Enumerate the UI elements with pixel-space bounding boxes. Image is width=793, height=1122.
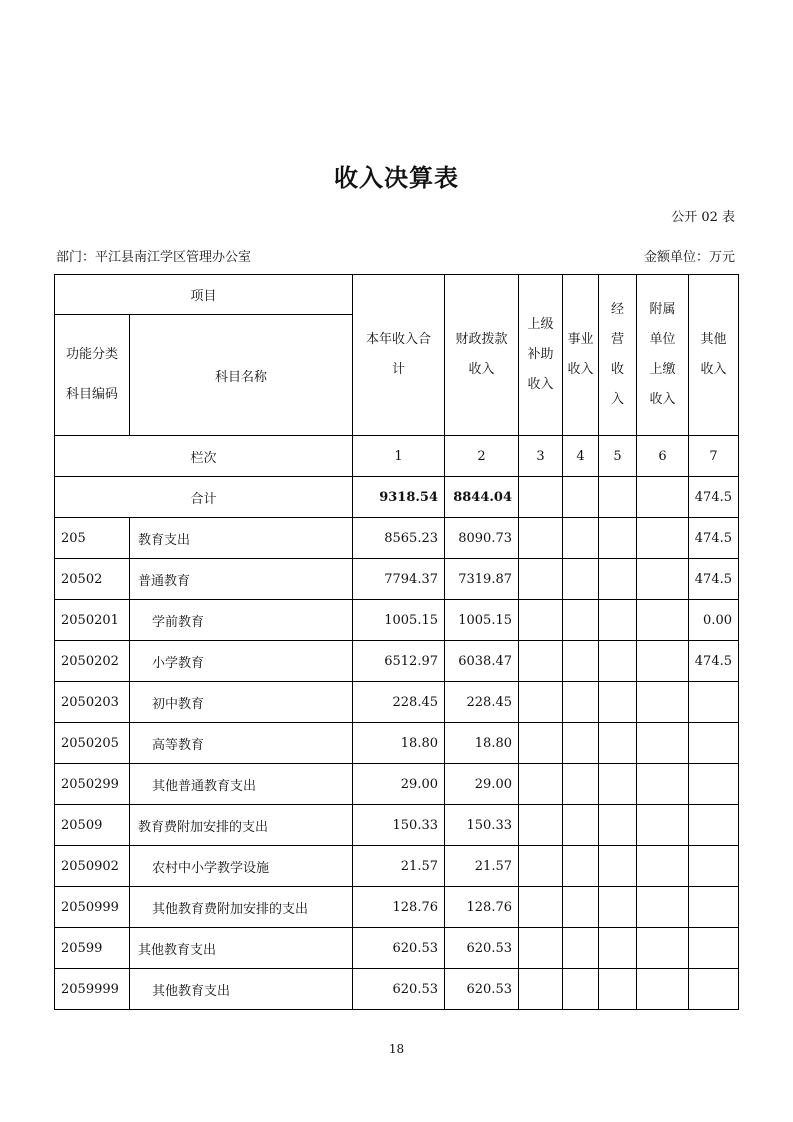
header-superior-line1: 上级 (527, 317, 554, 332)
row-value-c1: 150.33 (353, 805, 445, 846)
header-function-code-line2: 科目编码 (65, 387, 118, 402)
header-operating-line2: 营 (610, 332, 624, 347)
row-value-c4 (563, 846, 599, 887)
row-value-c3 (519, 887, 563, 928)
row-subject-name: 普通教育 (130, 559, 353, 600)
header-affiliated-line3: 上缴 (649, 362, 676, 377)
row-code: 2050902 (55, 846, 130, 887)
row-code: 2050999 (55, 887, 130, 928)
row-value-c3 (519, 764, 563, 805)
row-value-c7: 474.5 (689, 641, 739, 682)
row-value-c2: 228.45 (445, 682, 519, 723)
row-value-c3 (519, 723, 563, 764)
row-value-c4 (563, 518, 599, 559)
total-label: 合计 (55, 477, 353, 518)
row-value-c5 (599, 846, 637, 887)
row-value-c7 (689, 887, 739, 928)
row-value-c6 (637, 928, 689, 969)
header-fiscal-line1: 财政拨款 (455, 332, 508, 347)
row-code: 20599 (55, 928, 130, 969)
row-value-c5 (599, 887, 637, 928)
table-row (55, 682, 739, 723)
row-value-c2: 128.76 (445, 887, 519, 928)
row-value-c7 (689, 764, 739, 805)
row-subject-name: 初中教育 (130, 682, 353, 723)
amount-unit-label: 金额单位：万元 (643, 250, 735, 265)
header-row-1 (55, 275, 739, 315)
header-total-line2: 计 (391, 362, 405, 377)
row-value-c6 (637, 600, 689, 641)
total-c3 (519, 477, 563, 518)
row-value-c4 (563, 600, 599, 641)
data-rows (55, 518, 739, 1010)
header-business-income (563, 275, 599, 436)
row-value-c7 (689, 928, 739, 969)
row-value-c4 (563, 764, 599, 805)
table-row (55, 846, 739, 887)
header-superior-subsidy (519, 275, 563, 436)
row-value-c5 (599, 764, 637, 805)
row-value-c6 (637, 846, 689, 887)
header-other-income (689, 275, 739, 436)
total-c2: 8844.04 (445, 477, 519, 518)
form-number: 公开 02 表 (671, 210, 735, 225)
row-value-c3 (519, 559, 563, 600)
row-value-c1: 18.80 (353, 723, 445, 764)
header-function-code-line1: 功能分类 (65, 347, 118, 362)
row-value-c1: 6512.97 (353, 641, 445, 682)
row-value-c1: 29.00 (353, 764, 445, 805)
row-value-c2: 21.57 (445, 846, 519, 887)
header-superior-line3: 收入 (527, 377, 554, 392)
row-value-c4 (563, 559, 599, 600)
row-value-c7: 0.00 (689, 600, 739, 641)
header-operating-line3: 收 (610, 362, 624, 377)
row-subject-name: 农村中小学教学设施 (130, 846, 353, 887)
row-code: 2059999 (55, 969, 130, 1010)
row-value-c5 (599, 641, 637, 682)
row-value-c7 (689, 805, 739, 846)
table-row (55, 928, 739, 969)
header-business-line1: 事业 (567, 332, 594, 347)
header-total-income (353, 275, 445, 436)
column-index-1: 1 (353, 436, 445, 477)
row-value-c1: 128.76 (353, 887, 445, 928)
row-subject-name: 小学教育 (130, 641, 353, 682)
row-value-c1: 7794.37 (353, 559, 445, 600)
row-code: 2050203 (55, 682, 130, 723)
row-subject-name: 教育费附加安排的支出 (130, 805, 353, 846)
row-value-c7 (689, 846, 739, 887)
header-superior-line2: 补助 (527, 347, 554, 362)
header-function-code (55, 315, 130, 436)
row-value-c3 (519, 600, 563, 641)
table-row (55, 518, 739, 559)
column-index-label: 栏次 (55, 436, 353, 477)
table-row (55, 969, 739, 1010)
header-other-line2: 收入 (700, 362, 727, 377)
column-index-4: 4 (563, 436, 599, 477)
row-value-c5 (599, 928, 637, 969)
row-value-c1: 8565.23 (353, 518, 445, 559)
row-value-c4 (563, 969, 599, 1010)
row-subject-name: 其他教育支出 (130, 928, 353, 969)
row-value-c3 (519, 969, 563, 1010)
row-value-c3 (519, 682, 563, 723)
row-value-c2: 6038.47 (445, 641, 519, 682)
table-row (55, 600, 739, 641)
row-value-c6 (637, 518, 689, 559)
row-value-c4 (563, 887, 599, 928)
table-row (55, 641, 739, 682)
page-title: 收入决算表 (334, 164, 459, 192)
row-value-c2: 7319.87 (445, 559, 519, 600)
income-table (54, 274, 739, 1010)
row-code: 20509 (55, 805, 130, 846)
header-subject-name: 科目名称 (130, 315, 353, 436)
total-row (55, 477, 739, 518)
row-code: 2050201 (55, 600, 130, 641)
header-business-line2: 收入 (567, 362, 594, 377)
row-value-c7 (689, 723, 739, 764)
row-value-c2: 29.00 (445, 764, 519, 805)
row-value-c1: 21.57 (353, 846, 445, 887)
header-affiliated-line1: 附属 (649, 302, 676, 317)
row-subject-name: 其他普通教育支出 (130, 764, 353, 805)
row-value-c1: 1005.15 (353, 600, 445, 641)
column-index-3: 3 (519, 436, 563, 477)
row-value-c3 (519, 518, 563, 559)
row-value-c6 (637, 682, 689, 723)
row-value-c1: 620.53 (353, 969, 445, 1010)
header-fiscal-income (445, 275, 519, 436)
total-c4 (563, 477, 599, 518)
table-row (55, 764, 739, 805)
table-row (55, 723, 739, 764)
row-code: 2050299 (55, 764, 130, 805)
row-value-c4 (563, 723, 599, 764)
row-value-c5 (599, 600, 637, 641)
row-value-c7: 474.5 (689, 559, 739, 600)
row-value-c2: 620.53 (445, 969, 519, 1010)
row-value-c2: 18.80 (445, 723, 519, 764)
row-code: 20502 (55, 559, 130, 600)
row-subject-name: 其他教育费附加安排的支出 (130, 887, 353, 928)
department-label: 部门：平江县南江学区管理办公室 (56, 250, 252, 265)
row-subject-name: 学前教育 (130, 600, 353, 641)
row-value-c4 (563, 805, 599, 846)
row-subject-name: 教育支出 (130, 518, 353, 559)
total-c1: 9318.54 (353, 477, 445, 518)
row-value-c2: 8090.73 (445, 518, 519, 559)
row-value-c6 (637, 805, 689, 846)
row-value-c1: 620.53 (353, 928, 445, 969)
header-fiscal-line2: 收入 (468, 362, 495, 377)
header-total-line1: 本年收入合 (365, 332, 431, 347)
row-value-c5 (599, 682, 637, 723)
row-value-c5 (599, 559, 637, 600)
row-value-c6 (637, 969, 689, 1010)
row-value-c3 (519, 928, 563, 969)
header-operating-line4: 入 (610, 392, 624, 407)
header-other-line1: 其他 (700, 332, 727, 347)
row-value-c4 (563, 928, 599, 969)
row-value-c3 (519, 846, 563, 887)
total-c7: 474.5 (689, 477, 739, 518)
total-c5 (599, 477, 637, 518)
row-value-c6 (637, 764, 689, 805)
column-index-row (55, 436, 739, 477)
row-value-c7 (689, 682, 739, 723)
column-index-6: 6 (637, 436, 689, 477)
table-row (55, 887, 739, 928)
row-value-c7: 474.5 (689, 518, 739, 559)
column-index-7: 7 (689, 436, 739, 477)
row-value-c3 (519, 641, 563, 682)
table-row (55, 805, 739, 846)
row-value-c2: 620.53 (445, 928, 519, 969)
row-value-c2: 150.33 (445, 805, 519, 846)
column-index-2: 2 (445, 436, 519, 477)
row-value-c5 (599, 723, 637, 764)
header-affiliated-income (637, 275, 689, 436)
row-value-c4 (563, 682, 599, 723)
row-value-c4 (563, 641, 599, 682)
row-value-c7 (689, 969, 739, 1010)
row-value-c1: 228.45 (353, 682, 445, 723)
row-value-c6 (637, 641, 689, 682)
page-number: 18 (388, 1042, 405, 1056)
row-subject-name: 其他教育支出 (130, 969, 353, 1010)
row-value-c5 (599, 805, 637, 846)
header-operating-line1: 经 (610, 302, 624, 317)
header-item: 项目 (55, 275, 353, 315)
header-operating-income (599, 275, 637, 436)
row-code: 2050205 (55, 723, 130, 764)
row-value-c6 (637, 887, 689, 928)
row-value-c6 (637, 723, 689, 764)
table-row (55, 559, 739, 600)
header-affiliated-line4: 收入 (649, 392, 676, 407)
row-value-c5 (599, 969, 637, 1010)
row-value-c2: 1005.15 (445, 600, 519, 641)
row-code: 205 (55, 518, 130, 559)
column-index-5: 5 (599, 436, 637, 477)
header-affiliated-line2: 单位 (649, 332, 676, 347)
total-c6 (637, 477, 689, 518)
row-subject-name: 高等教育 (130, 723, 353, 764)
row-value-c6 (637, 559, 689, 600)
row-value-c5 (599, 518, 637, 559)
row-value-c3 (519, 805, 563, 846)
row-code: 2050202 (55, 641, 130, 682)
